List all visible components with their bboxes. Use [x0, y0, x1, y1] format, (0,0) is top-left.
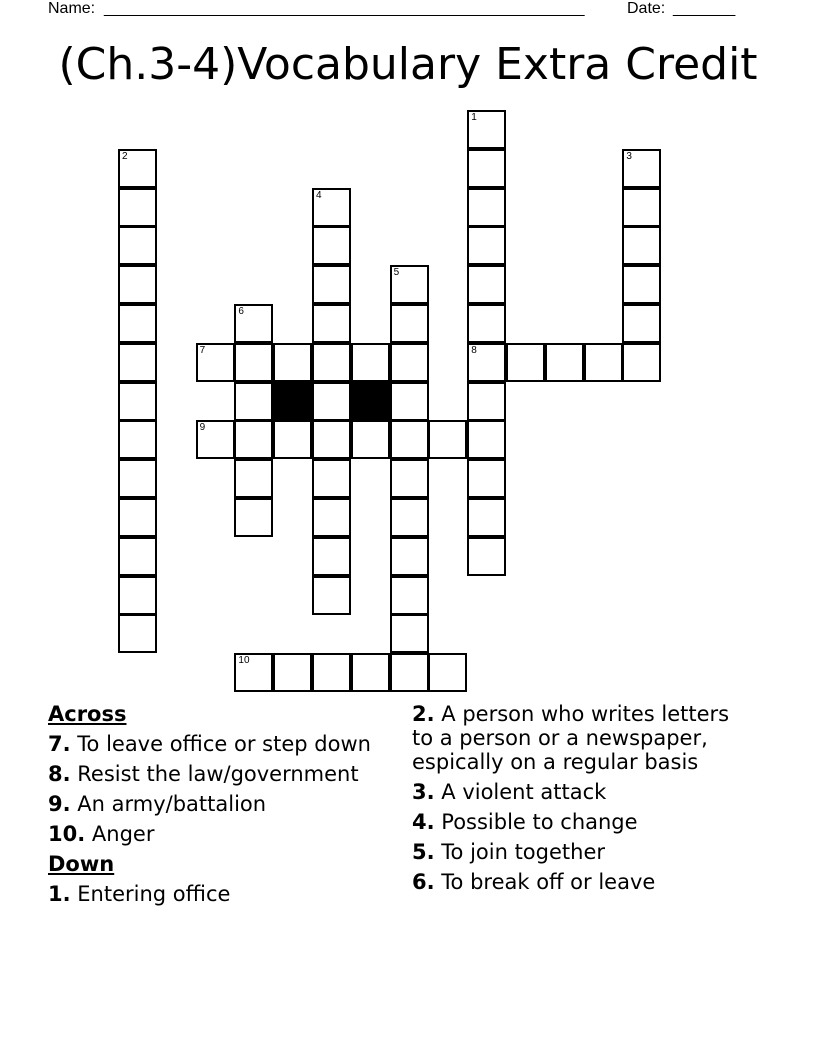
grid-cell[interactable] — [428, 653, 467, 692]
clue-across-9: 9. An army/battalion — [48, 792, 267, 816]
grid-cell[interactable] — [390, 265, 429, 304]
clue-down-2: 2. A person who writes letters to a person or a newspaper, espically on a regular basis — [412, 702, 730, 774]
grid-cell[interactable] — [312, 188, 351, 227]
grid-cell[interactable] — [545, 343, 584, 382]
clue-down-6: 6. To break off or leave — [412, 870, 656, 894]
grid-cell[interactable] — [390, 653, 429, 692]
grid-cell[interactable] — [118, 382, 157, 421]
clue-number-9: 9 — [199, 422, 206, 434]
grid-cell[interactable] — [622, 226, 661, 265]
grid-cell[interactable] — [622, 149, 661, 188]
grid-cell[interactable] — [118, 537, 157, 576]
grid-cell[interactable] — [118, 343, 157, 382]
grid-cell[interactable] — [467, 382, 506, 421]
grid-cell[interactable] — [118, 188, 157, 227]
grid-cell[interactable] — [351, 420, 390, 459]
grid-cell[interactable] — [467, 459, 506, 498]
grid-cell[interactable] — [118, 614, 157, 653]
grid-cell-black — [273, 382, 312, 421]
grid-cell[interactable] — [312, 498, 351, 537]
grid-cell[interactable] — [351, 343, 390, 382]
grid-cell[interactable] — [312, 226, 351, 265]
grid-cell[interactable] — [196, 343, 235, 382]
grid-cell[interactable] — [351, 653, 390, 692]
grid-cell[interactable] — [118, 226, 157, 265]
grid-cell[interactable] — [273, 653, 312, 692]
clue-across-10: 10. Anger — [48, 822, 155, 846]
grid-cell[interactable] — [234, 343, 273, 382]
grid-cell[interactable] — [273, 420, 312, 459]
clue-number-8: 8 — [471, 344, 477, 356]
date-line[interactable]: _______ — [673, 0, 736, 17]
grid-cell[interactable] — [312, 576, 351, 615]
grid-cell[interactable] — [584, 343, 623, 382]
grid-cell[interactable] — [467, 498, 506, 537]
across-heading: Across — [48, 702, 127, 726]
grid-cell[interactable] — [234, 420, 273, 459]
grid-cell[interactable] — [234, 653, 273, 692]
grid-cell[interactable] — [234, 498, 273, 537]
grid-cell[interactable] — [467, 110, 506, 149]
grid-cell[interactable] — [390, 537, 429, 576]
clue-down-3: 3. A violent attack — [412, 780, 607, 804]
date-label: Date: — [627, 0, 666, 17]
clue-down-1: 1. Entering office — [48, 882, 231, 906]
clue-number-2: 2 — [122, 150, 128, 162]
grid-cell[interactable] — [273, 343, 312, 382]
grid-cell[interactable] — [467, 188, 506, 227]
grid-cell[interactable] — [428, 420, 467, 459]
grid-cell[interactable] — [622, 265, 661, 304]
page-title: (Ch.3-4)Vocabulary Extra Credit — [58, 39, 758, 90]
grid-cell[interactable] — [312, 420, 351, 459]
grid-cell[interactable] — [467, 420, 506, 459]
grid-cell[interactable] — [312, 653, 351, 692]
down-heading: Down — [48, 852, 115, 876]
grid-cell[interactable] — [118, 265, 157, 304]
clue-across-8: 8. Resist the law/government — [48, 762, 359, 786]
clue-number-3: 3 — [626, 150, 632, 162]
grid-cell[interactable] — [390, 459, 429, 498]
grid-cell[interactable] — [467, 265, 506, 304]
grid-cell[interactable] — [234, 382, 273, 421]
grid-cell[interactable] — [234, 459, 273, 498]
grid-cell[interactable] — [390, 343, 429, 382]
grid-cell[interactable] — [390, 420, 429, 459]
grid-cell[interactable] — [467, 226, 506, 265]
grid-cell[interactable] — [312, 537, 351, 576]
clue-down-5: 5. To join together — [412, 840, 605, 864]
grid-cell[interactable] — [467, 149, 506, 188]
clue-number-6: 6 — [238, 306, 244, 317]
grid-cell[interactable] — [467, 537, 506, 576]
grid-cell[interactable] — [312, 343, 351, 382]
grid-cell[interactable] — [390, 614, 429, 653]
grid-cell[interactable] — [312, 382, 351, 421]
grid-cell[interactable] — [234, 304, 273, 343]
grid-cell[interactable] — [390, 576, 429, 615]
clue-number-1: 1 — [471, 112, 477, 123]
clue-number-7: 7 — [199, 344, 206, 356]
name-label: Name: — [48, 0, 96, 17]
grid-cell[interactable] — [118, 149, 157, 188]
grid-cell[interactable] — [390, 304, 429, 343]
clue-number-4: 4 — [316, 189, 322, 201]
clue-number-5: 5 — [393, 267, 400, 279]
grid-cell[interactable] — [622, 188, 661, 227]
grid-cell[interactable] — [506, 343, 545, 382]
grid-cell[interactable] — [390, 498, 429, 537]
grid-cell[interactable] — [467, 343, 506, 382]
name-line[interactable]: ______________________________________________________ — [104, 0, 585, 17]
grid-cell[interactable] — [467, 304, 506, 343]
grid-cell[interactable] — [312, 265, 351, 304]
clue-number-10: 10 — [238, 655, 250, 667]
clues-left-column — [48, 702, 393, 912]
grid-cell-black — [351, 382, 390, 421]
clues-right-column — [412, 702, 742, 900]
grid-cell[interactable] — [622, 343, 661, 382]
clue-across-7: 7. To leave office or step down — [48, 732, 371, 756]
grid-cell[interactable] — [196, 420, 235, 459]
clue-down-4: 4. Possible to change — [412, 810, 638, 834]
grid-cell[interactable] — [312, 304, 351, 343]
grid-cell[interactable] — [118, 498, 157, 537]
grid-cell[interactable] — [622, 304, 661, 343]
grid-cell[interactable] — [312, 459, 351, 498]
grid-cell[interactable] — [118, 420, 157, 459]
grid-cell[interactable] — [118, 459, 157, 498]
grid-cell[interactable] — [390, 382, 429, 421]
grid-cell[interactable] — [118, 576, 157, 615]
grid-cell[interactable] — [118, 304, 157, 343]
